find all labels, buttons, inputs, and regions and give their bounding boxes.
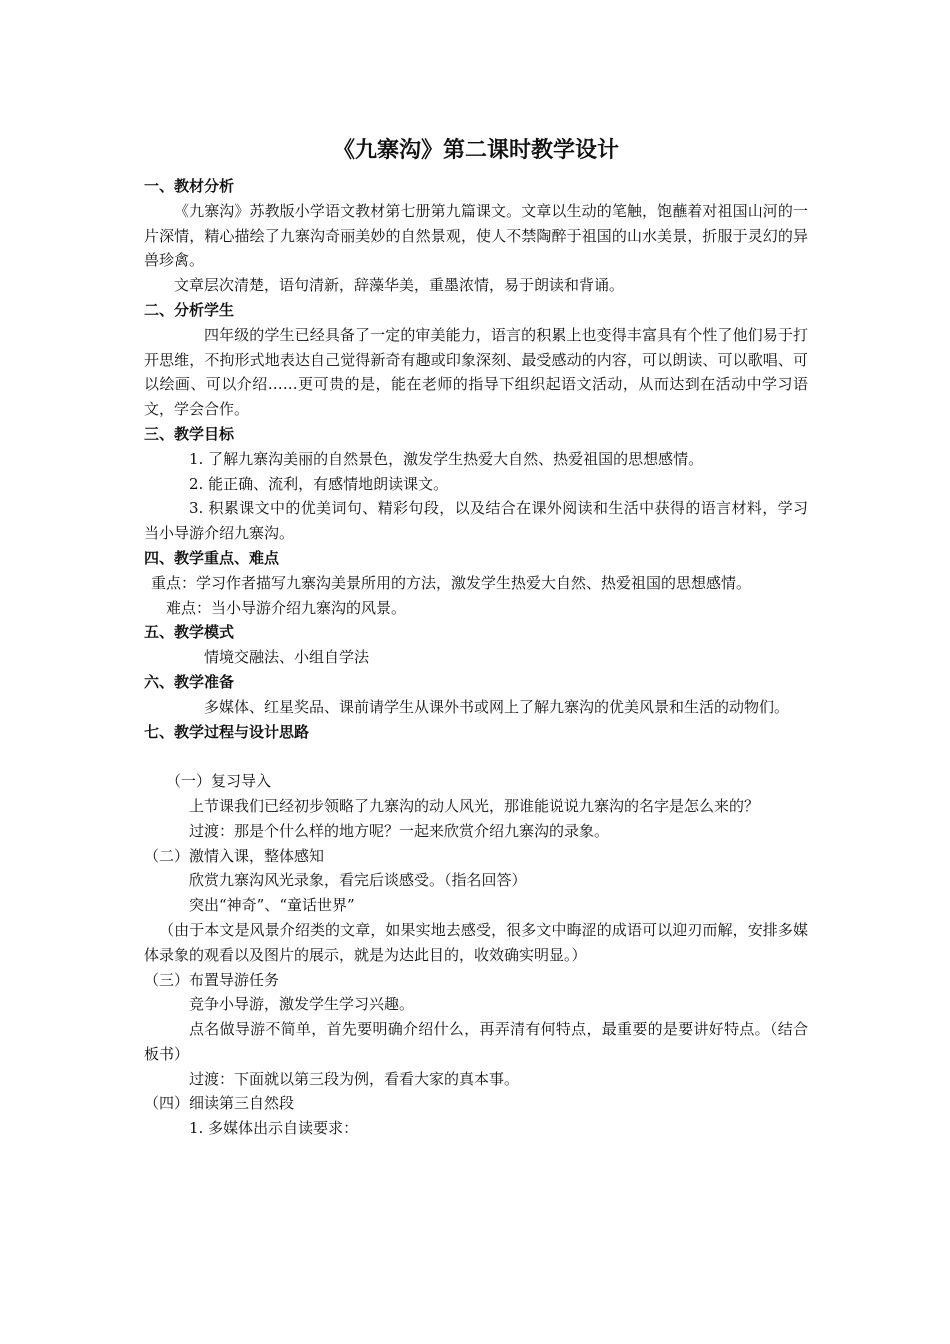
- subsection-heading: （一）复习导入: [166, 772, 272, 791]
- section-heading-process: 七、教学过程与设计思路: [144, 722, 310, 741]
- paragraph: 《九寨沟》苏教版小学语文教材第七册第九篇课文。文章以生动的笔触，饱蘸着对祖国山河的一片深情，精心描绘了九寨沟奇丽美妙的自然景观，使人不禁陶醉于祖国的山水美景，折服于灵幻的异兽珍禽。: [144, 201, 808, 270]
- paragraph: 过渡：那是个什么样的地方呢？一起来欣赏介绍九寨沟的录象。: [189, 821, 610, 840]
- blank-line: [144, 744, 808, 769]
- document-body: [144, 174, 808, 1141]
- paragraph: 难点：当小导游介绍九寨沟的风景。: [166, 598, 407, 617]
- section-heading-teaching-material: 一、教材分析: [144, 177, 235, 195]
- paragraph: 文章层次清楚，语句清新，辞藻华美，重墨浓情，易于朗读和背诵。: [174, 276, 625, 295]
- paragraph: 突出“神奇”、“童话世界”: [189, 896, 355, 915]
- subsection-heading: （三）布置导游任务: [144, 970, 280, 989]
- goal-item: 1. 了解九寨沟美丽的自然景色，激发学生热爱大自然、热爱祖国的思想感情。: [189, 449, 704, 468]
- subsection-heading: （二）激情入课，整体感知: [144, 846, 325, 865]
- document-title: 《九寨沟》第二课时教学设计: [332, 138, 619, 163]
- paragraph: 欣赏九寨沟风光录象，看完后谈感受。（指名回答）: [189, 871, 527, 890]
- paragraph: 重点：学习作者描写九寨沟美景所用的方法，激发学生热爱大自然、热爱祖国的思想感情。: [151, 573, 752, 592]
- paragraph: 竞争小导游，激发学生学习兴趣。: [189, 995, 415, 1014]
- section-heading-goals: 三、教学目标: [144, 424, 235, 443]
- paragraph: 过渡：下面就以第三段为例，看看大家的真本事。: [189, 1069, 520, 1088]
- section-heading-mode: 五、教学模式: [144, 623, 235, 642]
- section-heading-students: 二、分析学生: [144, 300, 235, 319]
- goal-item: 3. 积累课文中的优美词句、精彩句段，以及结合在课外阅读和生活中获得的语言材料，学习当小导游介绍九寨沟。: [144, 499, 808, 543]
- paragraph: 点名做导游不简单，首先要明确介绍什么，再弄清有何特点，最重要的是要讲好特点。（结合板书）: [144, 1020, 808, 1063]
- paragraph: 情境交融法、小组自学法: [204, 648, 370, 667]
- section-heading-preparation: 六、教学准备: [144, 672, 235, 691]
- paragraph: 1. 多媒体出示自读要求：: [189, 1119, 359, 1138]
- section-heading-key-points: 四、教学重点、难点: [144, 548, 280, 567]
- paragraph: （由于本文是风景介绍类的文章，如果实地去感受，很多文中晦涩的成语可以迎刃而解，安排多媒体录象的观看以及图片的展示，就是为达此目的，收效确实明显。）: [144, 920, 808, 964]
- paragraph: 四年级的学生已经具备了一定的审美能力，语言的积累上也变得丰富具有个性了他们易于打开思维，不拘形式地表达自己觉得新奇有趣或印象深刻、最受感动的内容，可以朗读、可以歌唱、可以绘画、可以介绍……更可贵的是，能在老师的指导下组织起语文活动，从而达到在活动中学习语文，学会合作。: [144, 325, 808, 419]
- paragraph: 多媒体、红星奖品、课前请学生从课外书或网上了解九寨沟的优美风景和生活的动物们。: [204, 697, 790, 716]
- subsection-heading: （四）细读第三自然段: [144, 1094, 295, 1113]
- goal-item: 2. 能正确、流利，有感情地朗读课文。: [189, 474, 449, 493]
- paragraph: 上节课我们已经初步领略了九寨沟的动人风光，那谁能说说九寨沟的名字是怎么来的？: [189, 796, 760, 815]
